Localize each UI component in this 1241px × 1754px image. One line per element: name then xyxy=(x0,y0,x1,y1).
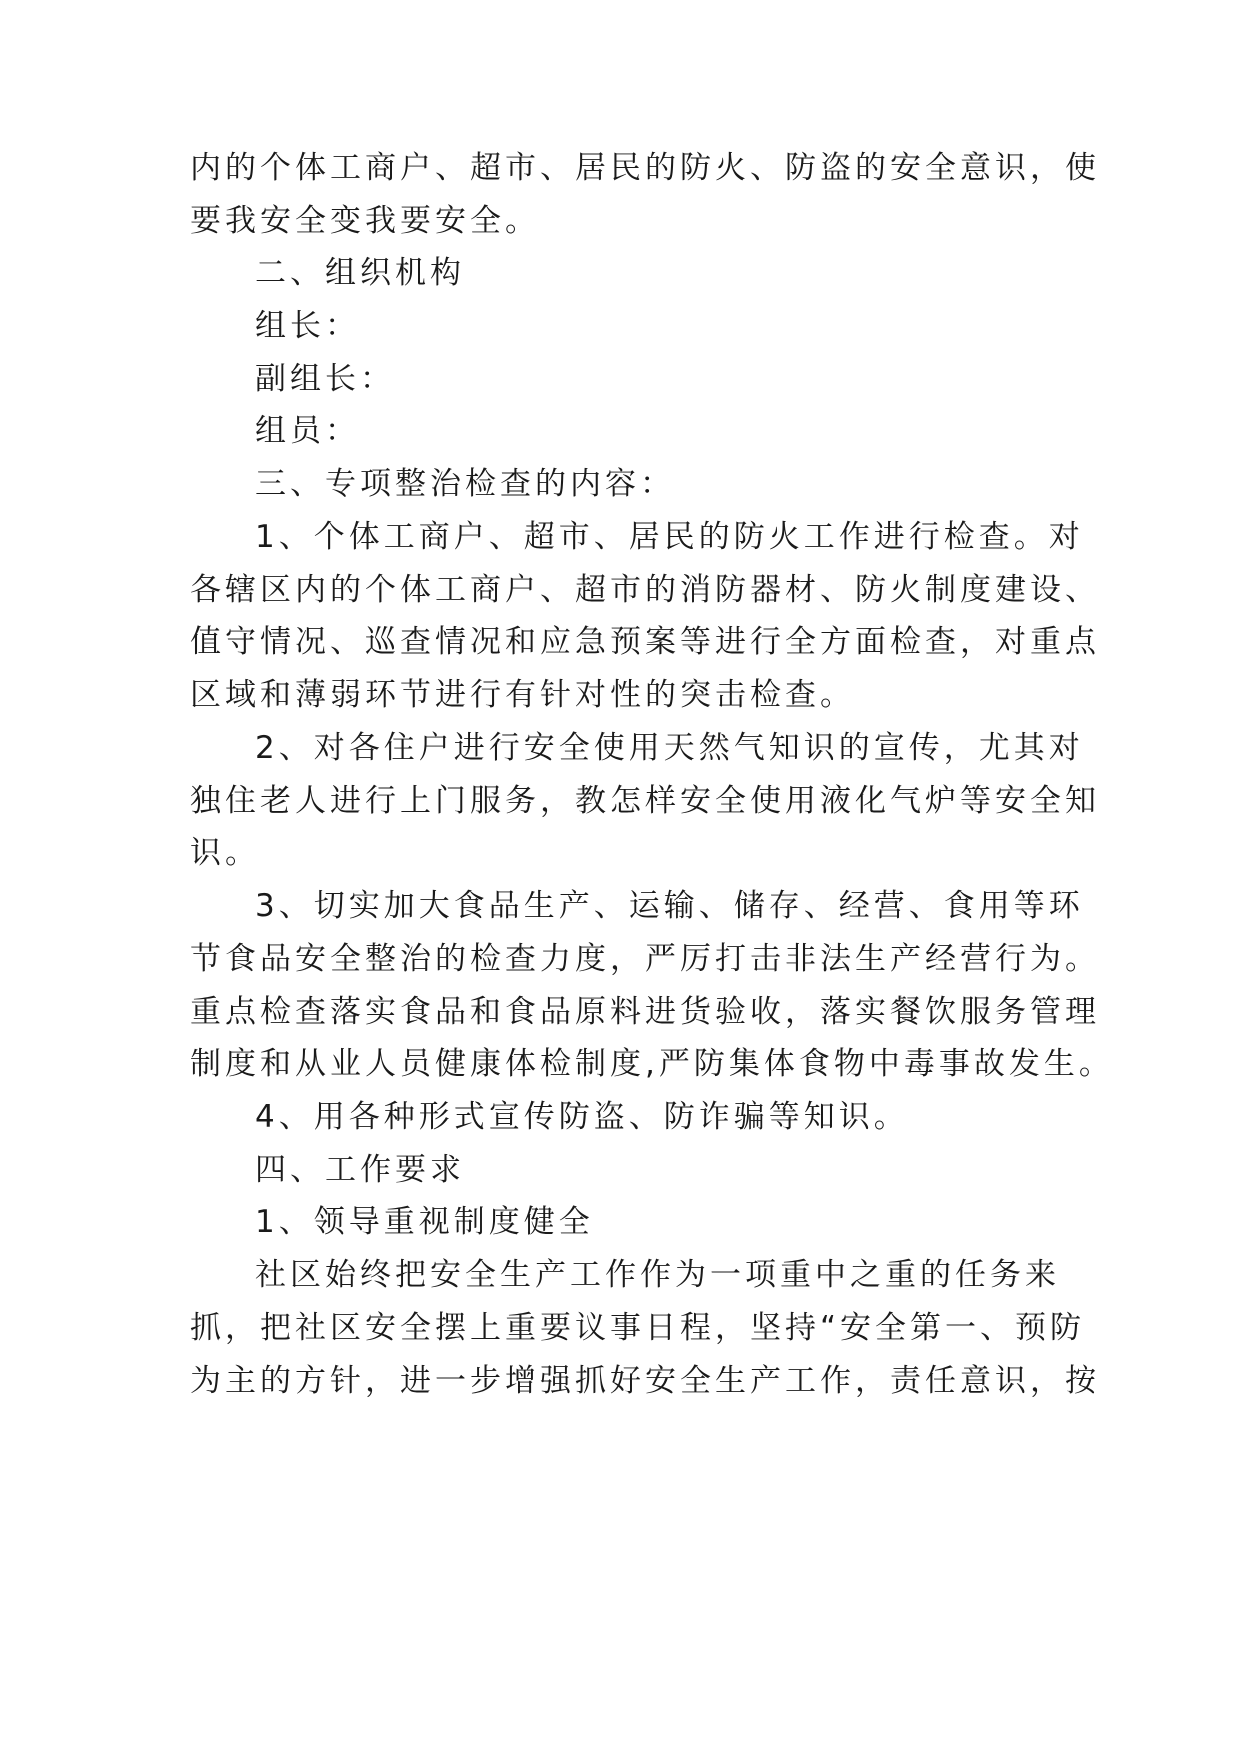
text-line: 独住老人进行上门服务，教怎样安全使用液化气炉等安全知 xyxy=(190,783,1100,819)
text-line: 抓，把社区安全摆上重要议事日程，坚持“安全第一、预防 xyxy=(190,1310,1086,1346)
text-line: 为主的方针，进一步增强抓好安全生产工作，责任意识，按 xyxy=(190,1363,1100,1399)
text-line: 重点检查落实食品和食品原料进货验收，落实餐饮服务管理 xyxy=(190,994,1100,1030)
text-line: 识。 xyxy=(190,835,260,871)
text-line: 各辖区内的个体工商户、超市的消防器材、防火制度建设、 xyxy=(190,572,1100,608)
text-line: 4、用各种形式宣传防盗、防诈骗等知识。 xyxy=(255,1099,909,1135)
text-line: 副组长： xyxy=(255,361,395,397)
text-line: 组员： xyxy=(255,413,360,449)
text-line: 内的个体工商户、超市、居民的防火、防盗的安全意识，使 xyxy=(190,150,1100,186)
text-line: 社区始终把安全生产工作作为一项重中之重的任务来 xyxy=(255,1257,1060,1293)
text-line: 节食品安全整治的检查力度，严厉打击非法生产经营行为。 xyxy=(190,941,1100,977)
section-heading: 四、工作要求 xyxy=(255,1152,465,1188)
text-line: 3、切实加大食品生产、运输、储存、经营、食用等环 xyxy=(255,888,1084,924)
text-line: 1、个体工商户、超市、居民的防火工作进行检查。对 xyxy=(255,519,1084,555)
section-heading: 三、专项整治检查的内容： xyxy=(255,466,675,502)
section-heading: 二、组织机构 xyxy=(255,255,465,291)
text-line: 组长： xyxy=(255,308,360,344)
text-line: 区域和薄弱环节进行有针对性的突击检查。 xyxy=(190,677,855,713)
text-line: 值守情况、巡查情况和应急预案等进行全方面检查，对重点 xyxy=(190,624,1100,660)
text-line: 1、领导重视制度健全 xyxy=(255,1204,594,1240)
text-line: 2、对各住户进行安全使用天然气知识的宣传，尤其对 xyxy=(255,730,1084,766)
text-line: 制度和从业人员健康体检制度,严防集体食物中毒事故发生。 xyxy=(190,1046,1114,1082)
text-line: 要我安全变我要安全。 xyxy=(190,203,540,239)
